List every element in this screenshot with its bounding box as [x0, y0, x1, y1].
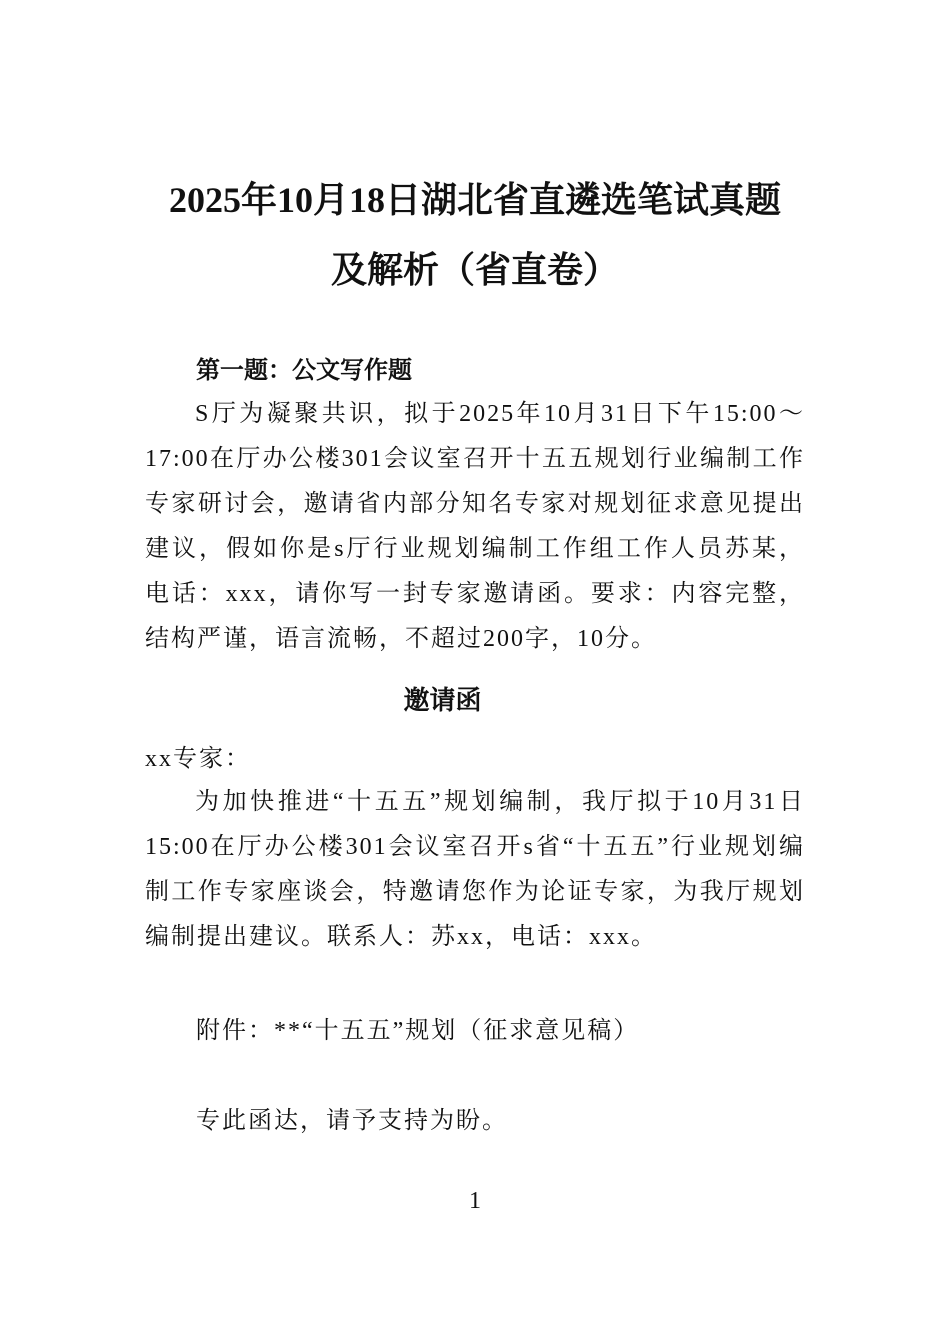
document-title-line-2: 及解析（省直卷）: [330, 250, 619, 290]
question-text: S厅为凝聚共识，拟于2025年10月31日下午15:00～17:00在厅办公楼301会议室召开十五五规划行业编制工作专家研讨会，邀请省内部分知名专家对规划征求意见提出建议，假如你是s厅行业规划编制工作组工作人员苏某，电话：xxx，请你写一封专家邀请函。要求：内容完整，结构严谨，语言流畅，不超过200字，10分。: [145, 401, 805, 652]
letter-body-text: 为加快推进“十五五”规划编制，我厅拟于10月31日15:00在厅办公楼301会议室召开s省“十五五”行业规划编制工作专家座谈会，特邀请您作为论证专家，为我厅规划编制提出建议。联系人：苏xx，电话：xxx。: [145, 789, 805, 950]
question-body: [145, 392, 805, 662]
document-title-line-1: 2025年10月18日湖北省直遴选笔试真题: [168, 180, 781, 220]
letter-salutation: xx专家：: [145, 746, 251, 772]
question-heading: 第一题：公文写作题: [196, 356, 412, 384]
letter-closing: 专此函达，请予支持为盼。: [196, 1108, 508, 1134]
letter-attachment: 附件：**“十五五”规划（征求意见稿）: [196, 1018, 640, 1044]
letter-body: [145, 780, 805, 960]
page-number: 1: [469, 1188, 481, 1214]
letter-title: 邀请函: [403, 686, 482, 716]
